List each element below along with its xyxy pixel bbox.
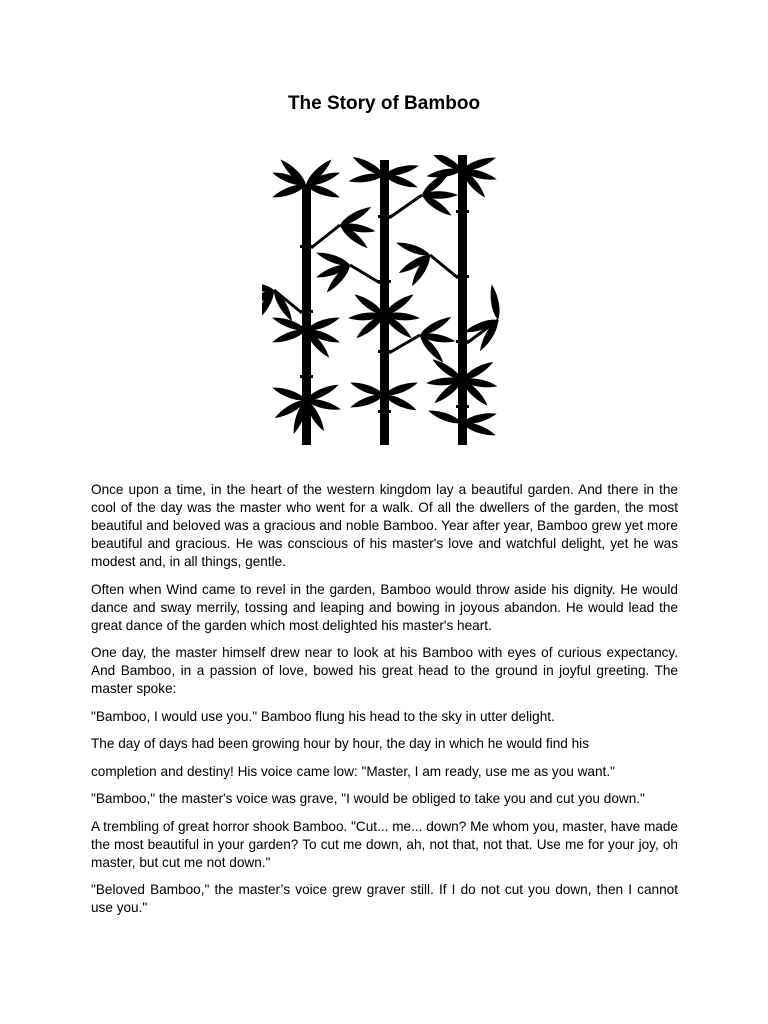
paragraph: completion and destiny! His voice came low: "Master, I am ready, use me as you want." xyxy=(91,763,615,779)
paragraph: "Bamboo," the master's voice was grave, "I would be obliged to take you and cut you down." xyxy=(91,791,645,806)
page-title: The Story of Bamboo xyxy=(287,93,481,114)
paragraph: "Bamboo, I would use you." Bamboo flung his head to the sky in utter delight. xyxy=(91,708,555,724)
paragraph: One day, the master himself drew near to look at his Bamboo with eyes of curious expectancy. And Bamboo, in a passion of love, bowed his great head to the ground in joyful greeting. The master spoke: xyxy=(91,645,678,696)
paragraph: "Beloved Bamboo," the master’s voice grew graver still. If I do not cut you down, then I cannot use you." xyxy=(91,882,678,915)
paragraph: The day of days had been growing hour by hour, the day in which he would find his xyxy=(91,736,590,751)
paragraph: A trembling of great horror shook Bamboo. "Cut... me... down? Me whom you, master, have made the most beautiful in your garden? To cut me down, ah, not that, not that. Use me for your joy, oh master, but cut me not down." xyxy=(91,818,678,870)
paragraph: Once upon a time, in the heart of the western kingdom lay a beautiful garden. And there in the cool of the day was the master who went for a walk. Of all the dwellers of the garden, the most beautiful and beloved was a gracious and noble Bamboo. Year after year, Bamboo grew yet more beautiful and gracious. He was conscious of his master's love and watchful delight, yet he was modest and, in all things, gentle. xyxy=(91,482,678,569)
bamboo-illustration-icon xyxy=(262,155,506,445)
paragraph: Often when Wind came to revel in the garden, Bamboo would throw aside his dignity. He would dance and sway merrily, tossing and leaping and bowing in joyous abandon. He would lead the great dance of the garden which most delighted his master's heart. xyxy=(91,581,678,633)
story-body xyxy=(91,481,678,927)
